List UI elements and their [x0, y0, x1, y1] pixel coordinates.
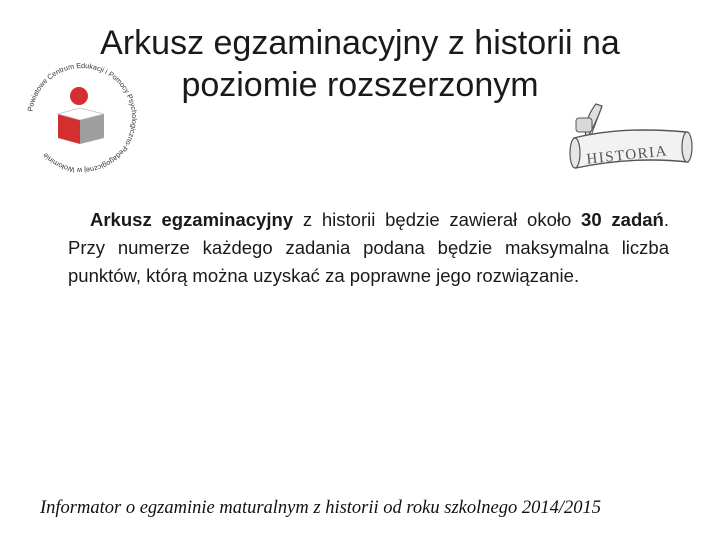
logo-red-dot	[70, 87, 88, 105]
historia-badge	[562, 96, 702, 186]
body-text-2: z historii będzie zawierał około	[293, 209, 582, 230]
inkpot-icon	[576, 118, 592, 132]
institution-logo	[22, 58, 142, 178]
scroll-right-roll	[682, 132, 692, 162]
historia-scroll-graphic	[562, 96, 702, 186]
body-bold-phrase-2: 30 zadań	[581, 209, 664, 230]
scroll-left-roll	[570, 138, 580, 168]
source-footer: Informator o egzaminie maturalnym z historii od roku szkolnego 2014/2015	[40, 498, 601, 518]
slide-body-paragraph	[68, 206, 669, 290]
body-text-4: . Przy numerze każdego zadania podana będzie maksymalna liczba punktów, którą można uzyskać za poprawne jego rozwiązanie.	[68, 209, 669, 286]
logo-graphic	[22, 58, 142, 178]
body-bold-phrase-1: Arkusz egzaminacyjny	[90, 209, 294, 230]
historia-label: HISTORIA	[585, 143, 669, 168]
logo-ring-textpath: Powiatowe Centrum Edukacji i Pomocy Psychologiczno-Pedagogicznej w Wołominie	[25, 60, 140, 176]
slide-title: Arkusz egzaminacyjny z historii na poziomie rozszerzonym	[100, 24, 620, 104]
